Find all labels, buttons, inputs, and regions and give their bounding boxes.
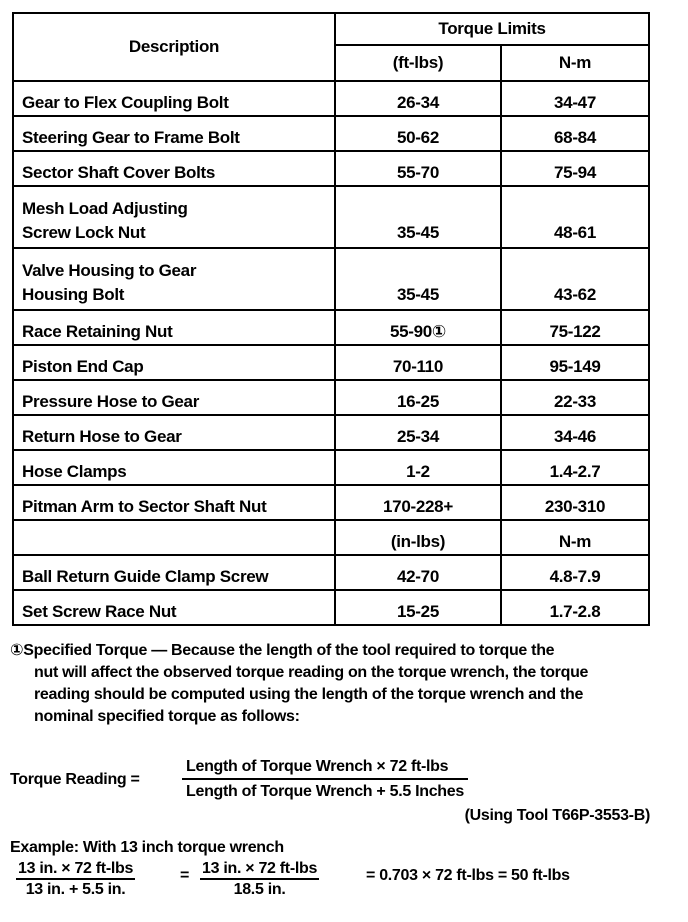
row-description xyxy=(13,186,335,248)
row-ftlbs: 35-45 xyxy=(335,248,501,310)
row-nm: 34-46 xyxy=(501,415,649,450)
row-description-line1: Valve Housing to Gear xyxy=(22,261,197,280)
row-description: Ball Return Guide Clamp Screw xyxy=(13,555,335,590)
formula-lhs: Torque Reading = xyxy=(10,771,140,788)
row-ftlbs: 26-34 xyxy=(335,81,501,116)
row-description: Return Hose to Gear xyxy=(13,415,335,450)
table-row xyxy=(13,590,649,625)
row-ftlbs: 55-70 xyxy=(335,151,501,186)
row-nm: 68-84 xyxy=(501,116,649,151)
example-f2-denominator: 18.5 in. xyxy=(233,881,286,898)
example-fraction-2 xyxy=(200,859,319,899)
row-description: Pitman Arm to Sector Shaft Nut xyxy=(13,485,335,520)
row-description xyxy=(13,248,335,310)
ftlbs-unit-header: (ft-lbs) xyxy=(335,45,501,81)
table-row xyxy=(13,485,649,520)
row-description: Steering Gear to Frame Bolt xyxy=(13,116,335,151)
row-ftlbs: 50-62 xyxy=(335,116,501,151)
row-description: Set Screw Race Nut xyxy=(13,590,335,625)
row-description: Gear to Flex Coupling Bolt xyxy=(13,81,335,116)
example-f1-denominator: 13 in. + 5.5 in. xyxy=(25,881,126,898)
row-ftlbs: 35-45 xyxy=(335,186,501,248)
example-title: Example: With 13 inch torque wrench xyxy=(10,839,284,856)
formula-numerator: Length of Torque Wrench × 72 ft-lbs xyxy=(182,757,468,780)
row-inlbs: 42-70 xyxy=(335,555,501,590)
torque-limits-table xyxy=(12,12,650,626)
table-row xyxy=(13,380,649,415)
row-description: Race Retaining Nut xyxy=(13,310,335,345)
row-ftlbs: 25-34 xyxy=(335,415,501,450)
table-row xyxy=(13,555,649,590)
inlbs-subheader-row xyxy=(13,520,649,555)
row-description-line1: Mesh Load Adjusting xyxy=(22,199,188,218)
table-row xyxy=(13,151,649,186)
example-fraction-1 xyxy=(16,859,135,899)
table-row xyxy=(13,81,649,116)
example-calculation xyxy=(10,837,670,903)
example-f1-numerator: 13 in. × 72 ft-lbs xyxy=(16,859,135,880)
footnote-line: nut will affect the observed torque reading on the torque wrench, the torque xyxy=(34,664,589,681)
row-nm: 43-62 xyxy=(501,248,649,310)
row-nm: 22-33 xyxy=(501,380,649,415)
table-header-row xyxy=(13,13,649,45)
row-nm: 34-47 xyxy=(501,81,649,116)
torque-spec-document xyxy=(12,12,648,626)
formula-tool-note: (Using Tool T66P-3553-B) xyxy=(464,807,650,824)
row-description: Sector Shaft Cover Bolts xyxy=(13,151,335,186)
formula-fraction xyxy=(182,757,468,802)
example-equals: = xyxy=(180,867,190,884)
row-description-line2: Screw Lock Nut xyxy=(22,223,146,242)
row-ftlbs: 55-90① xyxy=(335,310,501,345)
specified-torque-footnote xyxy=(10,640,660,728)
example-equation xyxy=(10,859,670,903)
row-inlbs: 15-25 xyxy=(335,590,501,625)
nm-unit-subheader: N-m xyxy=(501,520,649,555)
inlbs-unit-header: (in-lbs) xyxy=(335,520,501,555)
row-ftlbs: 16-25 xyxy=(335,380,501,415)
row-nm: 4.8-7.9 xyxy=(501,555,649,590)
subheader-empty-cell xyxy=(13,520,335,555)
formula-denominator: Length of Torque Wrench + 5.5 Inches xyxy=(186,783,464,800)
nm-unit-header: N-m xyxy=(501,45,649,81)
torque-reading-formula xyxy=(10,757,660,837)
row-nm: 75-94 xyxy=(501,151,649,186)
footnote-line: ①Specified Torque — Because the length of the tool required to torque the xyxy=(10,642,555,659)
row-nm: 48-61 xyxy=(501,186,649,248)
row-description-line2: Housing Bolt xyxy=(22,285,125,304)
row-nm: 230-310 xyxy=(501,485,649,520)
example-result: = 0.703 × 72 ft-lbs = 50 ft-lbs xyxy=(366,867,570,884)
row-nm: 95-149 xyxy=(501,345,649,380)
row-description: Hose Clamps xyxy=(13,450,335,485)
footnote-line: reading should be computed using the length of the torque wrench and the xyxy=(34,686,584,703)
example-f2-numerator: 13 in. × 72 ft-lbs xyxy=(200,859,319,880)
row-nm: 75-122 xyxy=(501,310,649,345)
row-nm: 1.4-2.7 xyxy=(501,450,649,485)
footnote-line: nominal specified torque as follows: xyxy=(34,708,300,725)
table-row xyxy=(13,116,649,151)
table-row xyxy=(13,450,649,485)
table-row xyxy=(13,310,649,345)
table-row xyxy=(13,186,649,248)
row-description: Piston End Cap xyxy=(13,345,335,380)
table-row xyxy=(13,415,649,450)
table-row xyxy=(13,345,649,380)
table-row xyxy=(13,248,649,310)
torque-limits-header: Torque Limits xyxy=(335,13,649,45)
row-ftlbs: 1-2 xyxy=(335,450,501,485)
row-nm: 1.7-2.8 xyxy=(501,590,649,625)
row-description: Pressure Hose to Gear xyxy=(13,380,335,415)
description-header: Description xyxy=(13,13,335,81)
row-ftlbs: 170-228+ xyxy=(335,485,501,520)
row-ftlbs: 70-110 xyxy=(335,345,501,380)
